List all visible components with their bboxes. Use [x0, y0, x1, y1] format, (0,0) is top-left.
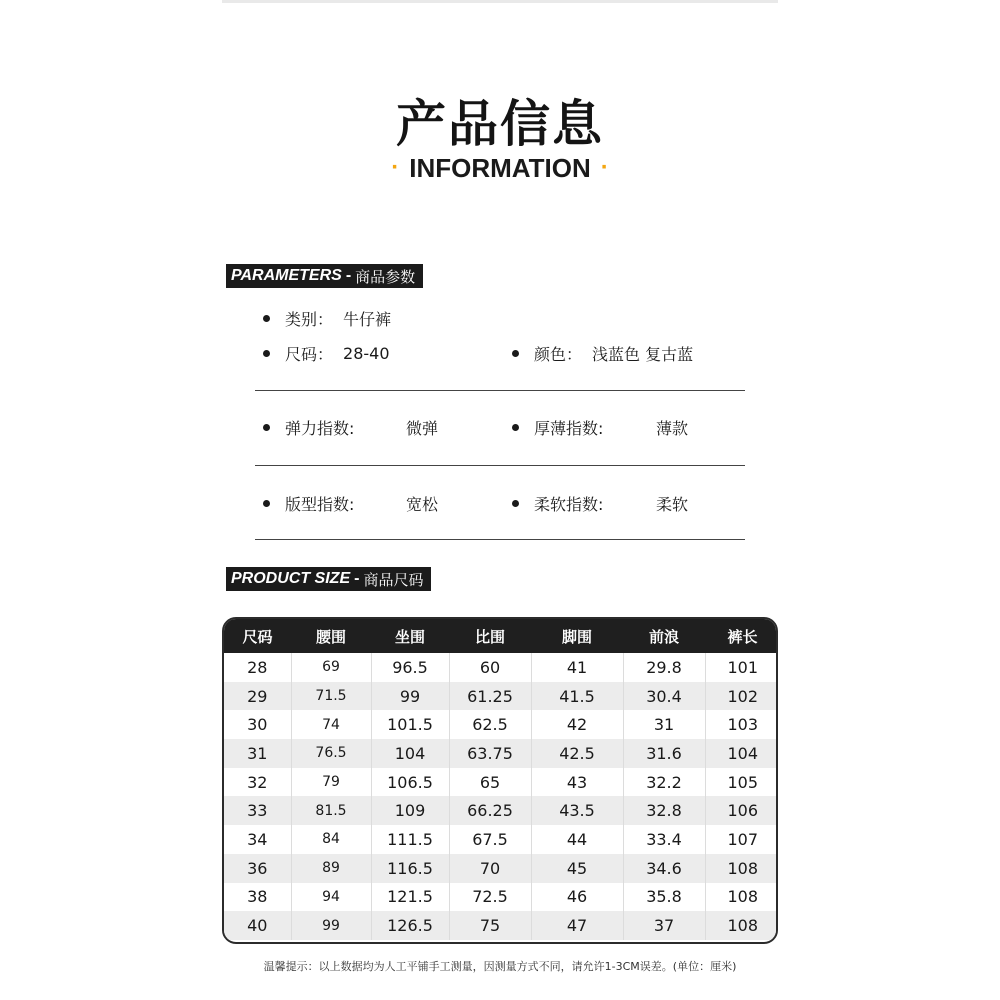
table-cell: 41: [531, 653, 623, 682]
size-table-grid: [224, 619, 778, 940]
column-header: 腰围: [291, 619, 371, 653]
table-row: [224, 854, 778, 883]
bullet-dot: [512, 424, 519, 431]
table-cell: 29.8: [623, 653, 705, 682]
color-value: 浅蓝色 复古蓝: [592, 345, 694, 364]
table-row: [224, 768, 778, 797]
fit-option-below: [397, 523, 447, 533]
table-cell: 109: [371, 796, 449, 825]
table-cell: 69: [291, 653, 371, 682]
thickness-picker: [647, 397, 697, 457]
table-row: [224, 710, 778, 739]
table-cell: 71.5: [291, 682, 371, 711]
table-cell: 36: [224, 854, 291, 883]
table-cell: 33: [224, 796, 291, 825]
table-cell: 81.5: [291, 796, 371, 825]
table-cell: 104: [371, 739, 449, 768]
table-cell: 99: [291, 911, 371, 940]
column-header: 脚围: [531, 619, 623, 653]
table-cell: 106: [705, 796, 778, 825]
table-cell: 126.5: [371, 911, 449, 940]
table-cell: 28: [224, 653, 291, 682]
size-value: 28-40: [343, 344, 390, 363]
parameters-header-en: PARAMETERS: [231, 267, 342, 284]
column-header: 尺码: [224, 619, 291, 653]
table-cell: 34.6: [623, 854, 705, 883]
table-cell: 38: [224, 883, 291, 912]
table-cell: 41.5: [531, 682, 623, 711]
param-softness: [512, 492, 613, 515]
thickness-selected: 薄款: [655, 419, 688, 438]
table-cell: 106.5: [371, 768, 449, 797]
softness-option-above: [647, 473, 697, 483]
table-cell: 31.6: [623, 739, 705, 768]
product-size-section-header: [226, 567, 431, 591]
table-cell: 35.8: [623, 883, 705, 912]
table-cell: 96.5: [371, 653, 449, 682]
table-cell: 72.5: [449, 883, 531, 912]
table-cell: 31: [224, 739, 291, 768]
color-label: 颜色：: [534, 345, 583, 364]
table-cell: 31: [623, 710, 705, 739]
table-cell: 101.5: [371, 710, 449, 739]
size-label: 尺码：: [285, 345, 334, 364]
fit-selected: 宽松: [405, 495, 438, 514]
table-cell: 99: [371, 682, 449, 711]
table-cell: 75: [449, 911, 531, 940]
table-cell: 32: [224, 768, 291, 797]
softness-picker: [647, 473, 697, 533]
table-cell: 108: [705, 854, 778, 883]
page-title: 产品信息: [396, 95, 604, 153]
softness-label: 柔软指数:: [534, 495, 604, 514]
size-table: [222, 617, 778, 944]
table-cell: 32.8: [623, 796, 705, 825]
table-row: [224, 825, 778, 854]
param-thickness: [512, 416, 613, 439]
footnote: 温馨提示：以上数据均为人工平铺手工测量，因测量方式不同，请允许1-3CM误差。(单位：厘米): [263, 960, 737, 973]
param-category: [263, 307, 391, 330]
table-row: [224, 739, 778, 768]
table-cell: 37: [623, 911, 705, 940]
table-cell: 121.5: [371, 883, 449, 912]
table-cell: 84: [291, 825, 371, 854]
table-cell: 32.2: [623, 768, 705, 797]
category-value: 牛仔裤: [343, 310, 392, 329]
table-cell: 103: [727, 715, 759, 735]
table-cell: 79: [291, 768, 371, 797]
parameters-section-header: [226, 264, 423, 288]
table-cell: 107: [727, 829, 759, 849]
table-cell: 116.5: [371, 854, 449, 883]
param-elasticity: [263, 416, 364, 439]
column-header: 裤长: [705, 619, 778, 653]
elasticity-selected: 微弹: [405, 419, 438, 438]
table-body: [224, 653, 778, 940]
table-row: [224, 682, 778, 711]
table-cell: 65: [449, 768, 531, 797]
product-size-header-zh: 商品尺码: [363, 570, 424, 589]
bullet-dot: [263, 315, 270, 322]
column-header: 坐围: [371, 619, 449, 653]
table-cell: 44: [531, 825, 623, 854]
table-cell: 42: [531, 710, 623, 739]
column-header: 比围: [449, 619, 531, 653]
table-cell: 30.4: [623, 682, 705, 711]
subtitle-text: INFORMATION: [409, 153, 591, 183]
divider: [255, 539, 745, 540]
thickness-option-above: [647, 397, 697, 407]
elasticity-picker: [397, 397, 447, 457]
table-cell: 108: [705, 911, 778, 940]
table-row: [224, 796, 778, 825]
table-cell: 40: [224, 911, 291, 940]
table-cell: 47: [531, 911, 623, 940]
table-cell: 108: [727, 887, 759, 907]
table-cell: 104: [705, 739, 778, 768]
table-cell: 62.5: [449, 710, 531, 739]
table-cell: 111.5: [371, 825, 449, 854]
fit-option-above: [397, 473, 447, 483]
bullet-dot: [263, 500, 270, 507]
table-cell: 45: [531, 854, 623, 883]
table-cell: 34: [224, 825, 291, 854]
bullet-dot: [263, 350, 270, 357]
bullet-dot: [263, 424, 270, 431]
parameters-header-dash: -: [345, 267, 352, 284]
table-row: [224, 653, 778, 682]
softness-selected: 柔软: [655, 495, 688, 514]
table-row: [224, 911, 778, 940]
table-cell: 61.25: [449, 682, 531, 711]
divider: [255, 390, 745, 391]
table-cell: 63.75: [449, 739, 531, 768]
category-label: 类别：: [285, 310, 334, 329]
page-subtitle: [0, 153, 1000, 184]
column-header: 前浪: [623, 619, 705, 653]
table-header-row: [224, 619, 778, 653]
table-cell: 94: [291, 883, 371, 912]
table-cell: 67.5: [449, 825, 531, 854]
table-cell: 30: [224, 710, 291, 739]
bullet-dot: [512, 350, 519, 357]
fit-picker: [397, 473, 447, 533]
table-cell: 66.25: [449, 796, 531, 825]
table-row: [224, 883, 778, 912]
table-cell: 101: [727, 657, 759, 677]
param-fit: [263, 492, 364, 515]
table-cell: 105: [727, 772, 759, 792]
product-size-header-en: PRODUCT SIZE: [231, 570, 351, 587]
table-cell: 46: [531, 883, 623, 912]
table-cell: 76.5: [291, 739, 371, 768]
table-cell: 102: [705, 682, 778, 711]
product-size-header-dash: -: [354, 570, 360, 587]
elasticity-label: 弹力指数:: [285, 419, 355, 438]
softness-option-below: [647, 523, 697, 533]
thickness-option-below: [647, 447, 697, 457]
table-cell: 29: [224, 682, 291, 711]
table-cell: 43: [531, 768, 623, 797]
param-size: [263, 342, 390, 365]
fit-label: 版型指数:: [285, 495, 355, 514]
accent-dot-left: ·: [391, 154, 400, 181]
elasticity-option-below: [397, 447, 447, 457]
parameters-header-zh: 商品参数: [355, 267, 416, 286]
accent-dot-right: ·: [600, 154, 609, 181]
divider: [255, 465, 745, 466]
table-cell: 33.4: [623, 825, 705, 854]
elasticity-option-above: [397, 397, 447, 407]
table-cell: 89: [291, 854, 371, 883]
thickness-label: 厚薄指数:: [534, 419, 604, 438]
table-cell: 60: [449, 653, 531, 682]
top-divider: [222, 0, 778, 3]
param-color: [512, 342, 693, 365]
bullet-dot: [512, 500, 519, 507]
table-cell: 42.5: [531, 739, 623, 768]
table-cell: 74: [291, 710, 371, 739]
table-cell: 70: [449, 854, 531, 883]
table-cell: 43.5: [531, 796, 623, 825]
